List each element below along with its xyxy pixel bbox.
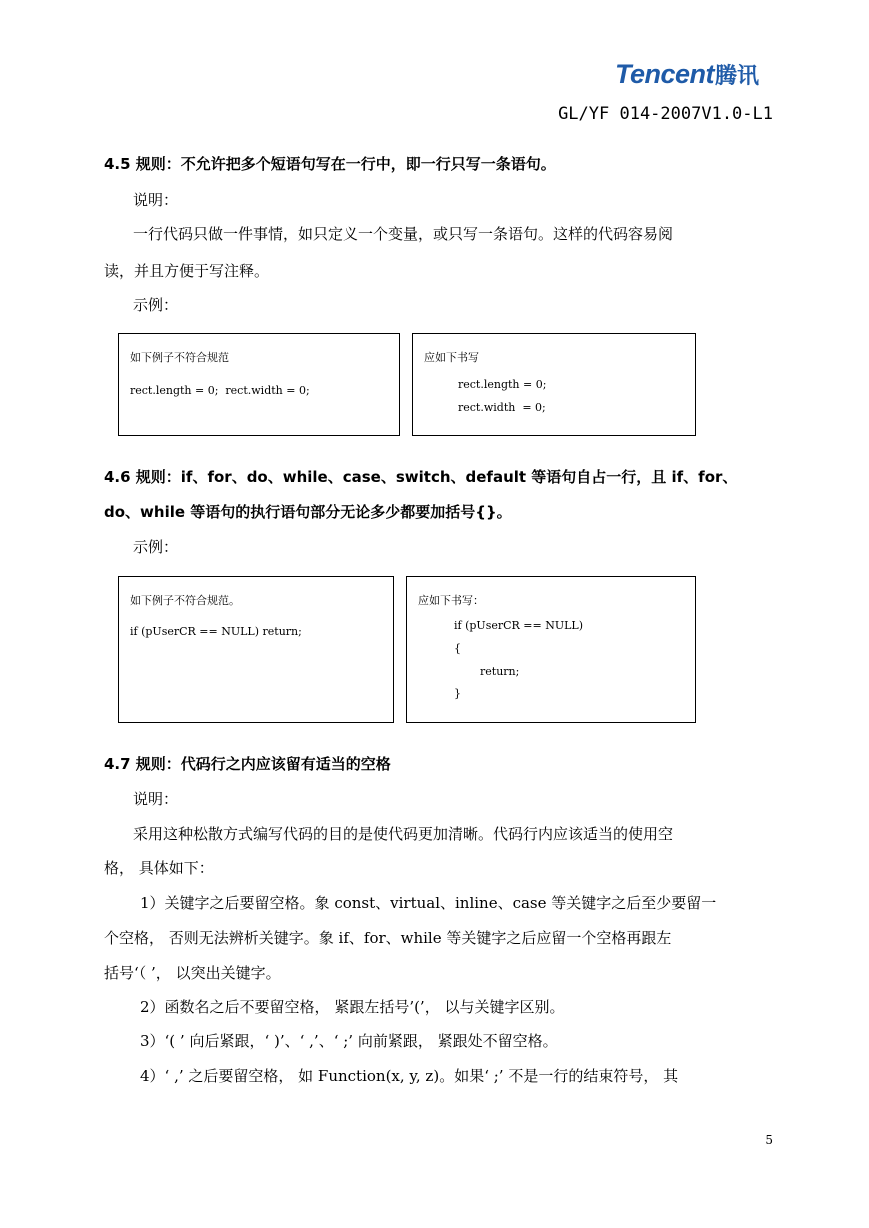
document-id: GL/YF 014-2007V1.0-L1 — [558, 104, 773, 124]
heading-4-5: 4.5 规则：不允许把多个短语句写在一行中，即一行只写一条语句。 — [104, 155, 556, 173]
good-example-title: 应如下书写： — [418, 594, 484, 607]
paragraph-line: 3）‘( ’ 向后紧跟，‘ )’、‘ ,’、‘ ;’ 向前紧跟， 紧跟处不留空格。 — [140, 1032, 558, 1050]
paragraph-line: 一行代码只做一件事情，如只定义一个变量，或只写一条语句。这样的代码容易阅 — [133, 225, 674, 243]
logo-text-cn: 腾讯 — [715, 63, 760, 89]
good-example-code-line: } — [454, 687, 461, 700]
note-label-4-5: 说明： — [133, 191, 179, 209]
bad-example-title: 如下例子不符合规范 — [130, 351, 229, 364]
paragraph-line: 4）‘ ,’ 之后要留空格， 如 Function(x, y, z)。如果‘ ;’ 不是一行的结束符号， 其 — [140, 1067, 679, 1085]
good-example-code-line: return; — [480, 665, 520, 678]
good-example-code-line: if (pUserCR == NULL) — [454, 619, 584, 632]
logo-text-en: Tencent — [615, 58, 715, 89]
heading-4-6-line2: do、while 等语句的执行语句部分无论多少都要加括号{}。 — [104, 503, 512, 521]
paragraph-line: 1）关键字之后要留空格。象 const、virtual、inline、case 等关键字之后至少要留一 — [140, 894, 717, 912]
good-example-title: 应如下书写 — [424, 351, 479, 364]
example-label-4-5: 示例： — [133, 296, 179, 314]
paragraph-line: 格， 具体如下： — [104, 859, 214, 877]
good-example-code-line: rect.length = 0; — [458, 378, 547, 391]
bad-example-box-4-5 — [118, 333, 400, 436]
paragraph-line: 采用这种松散方式编写代码的目的是使代码更加清晰。代码行内应该适当的使用空 — [133, 825, 674, 843]
note-label-4-7: 说明： — [133, 790, 179, 808]
good-example-box-4-6 — [406, 576, 696, 723]
example-label-4-6: 示例： — [133, 538, 179, 556]
bad-example-box-4-6 — [118, 576, 394, 723]
heading-4-7: 4.7 规则：代码行之内应该留有适当的空格 — [104, 755, 391, 773]
paragraph-line: 个空格， 否则无法辨析关键字。象 if、for、while 等关键字之后应留一个空格再跟左 — [104, 929, 672, 947]
good-example-box-4-5 — [412, 333, 696, 436]
bad-example-code: if (pUserCR == NULL) return; — [130, 625, 302, 638]
bad-example-code: rect.length = 0; rect.width = 0; — [130, 384, 310, 397]
page-number: 5 — [765, 1133, 773, 1147]
good-example-code-line: { — [454, 642, 461, 655]
paragraph-line: 2）函数名之后不要留空格， 紧跟左括号’(’， 以与关键字区别。 — [140, 998, 565, 1016]
heading-4-6-line1: 4.6 规则：if、for、do、while、case、switch、default 等语句自占一行，且 if、for、 — [104, 468, 738, 486]
paragraph-line: 读，并且方便于写注释。 — [104, 262, 270, 280]
good-example-code-line: rect.width = 0; — [458, 401, 546, 414]
tencent-logo — [615, 58, 759, 90]
paragraph-line: 括号‘（ ’， 以突出关键字。 — [104, 964, 281, 982]
bad-example-title: 如下例子不符合规范。 — [130, 594, 240, 607]
